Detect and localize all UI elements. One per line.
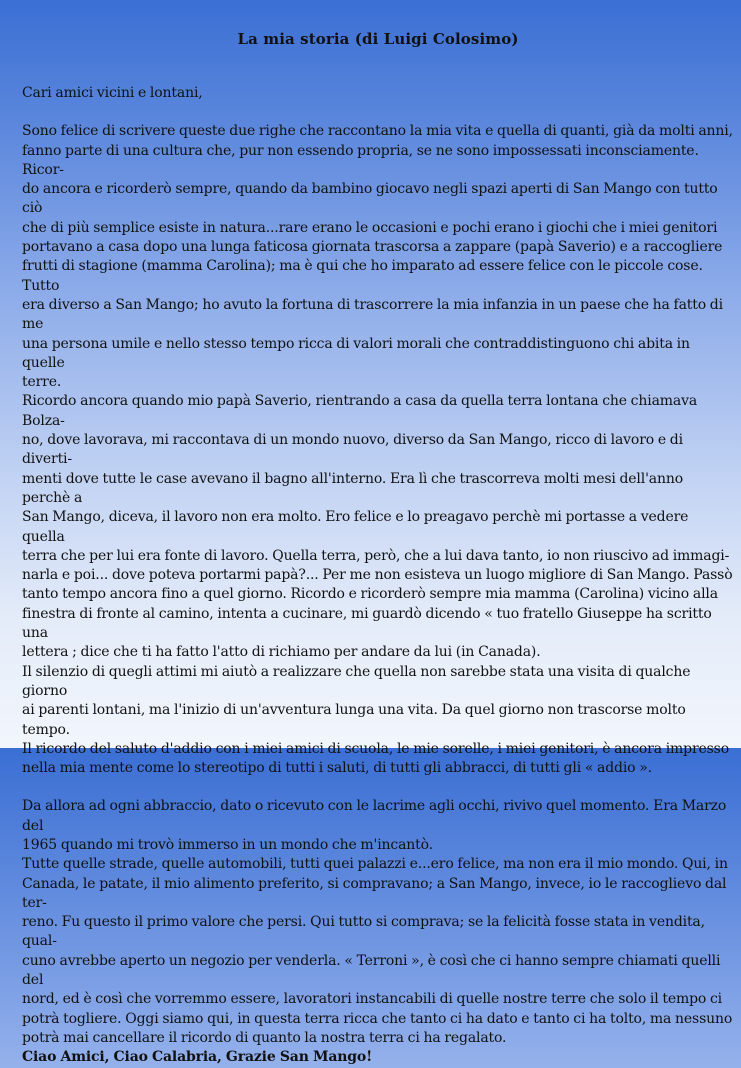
closing-line: Ciao Amici, Ciao Calabria, Grazie San Mango! [22,1049,373,1066]
paragraph-3: Il silenzio di quegli attimi mi aiutò a realizzare che quella non sarebbe stata una visita di qualche giorno ai parenti lontani, ma l'inizio di un'avventura lunga una vita. Da quel giorno non trascorse molto tempo. Il ricordo del saluto d'addio con i miei amici di scuola, le mie sorelle, i miei genitori, è ancora impresso nella mia mente come lo stereotipo di tutti i saluti, di tutti gli abbracci, di tutti gli « addio ». [22,663,729,777]
letter-page [22,30,734,1068]
spacer [22,103,734,122]
paragraph-2: Ricordo ancora quando mio papà Saverio, rientrando a casa da quella terra lontana che chiamava Bolza- no, dove lavorava, mi raccontava di un mondo nuovo, diverso da San Mango, ricco di lavoro e di diverti- menti dove tutte le case avevano il bagno all'interno. Era lì che trascorreva molti mesi dell'anno perchè a San Mango, diceva, il lavoro non era molto. Ero felice e lo preagavo perchè mi portasse a vedere quella terra che per lui era fonte di lavoro. Quella terra, però, che a lui dava tanto, io non riuscivo ad immagi- narla e poi... dove poteva portarmi papà?... Per me non esisteva un luogo migliore di San Mango. Passò tanto tempo ancora fino a quel giorno. Ricordo e ricorderò sempre mia mamma (Carolina) vicino alla finestra di fronte al camino, intenta a cucinare, mi guardò dicendo « tuo fratello Giuseppe ha scritto una lettera ; dice che ti ha fatto l'atto di richiamo per andare da lui (in Canada). [22,393,733,661]
page-title: La mia storia (di Luigi Colosimo) [237,30,519,48]
greeting: Cari amici vicini e lontani, [22,85,203,101]
letter-body [22,84,734,1068]
spacer [22,778,734,797]
paragraph-5: Tutte quelle strade, quelle automobili, tutti quei palazzi e...ero felice, ma non era il mio mondo. Qui, in Canada, le patate, il mio alimento preferito, si compravano; a San Mango, invece, io le raccoglievo dal ter- reno. Fu questo il primo valore che persi. Qui tutto si comprava; se la felicità fosse stata in vendita, qual- cuno avrebbe aperto un negozio per venderla. « Terroni », è così che ci hanno sempre chiamati quelli del nord, ed è così che vorremmo essere, lavoratori instancabili di quelle nostre terre che solo il tempo ci potrà togliere. Oggi siamo qui, in questa terra ricca che tanto ci ha dato e tanto ci ha tolto, ma nessuno potrà mai cancellare il ricordo di quanto la nostra terra ci ha regalato. [22,856,733,1046]
paragraph-1: Sono felice di scrivere queste due righe che raccontano la mia vita e quella di quanti, già da molti anni, fanno parte di una cultura che, pur non essendo propria, se ne sono impossessati inconsciamente. Ricor- do ancora e ricorderò sempre, quando da bambino giocavo negli spazi aperti di San Mango con tutto ciò che di più semplice esiste in natura...rare erano le occasioni e pochi erano i giochi che i miei genitori portavano a casa dopo una lunga faticosa giornata trascorsa a zappare (papà Saverio) e a raccogliere frutti di stagione (mamma Carolina); ma è qui che ho imparato ad essere felice con le piccole cose. Tutto era diverso a San Mango; ho avuto la fortuna di trascorrere la mia infanzia in un paese che ha fatto di me una persona umile e nello stesso tempo ricca di valori morali che contraddistinguono chi abita in quelle terre. [22,123,733,391]
paragraph-4: Da allora ad ogni abbraccio, dato o ricevuto con le lacrime agli occhi, rivivo quel momento. Era Marzo del 1965 quando mi trovò immerso in un mondo che m'incantò. [22,798,727,853]
